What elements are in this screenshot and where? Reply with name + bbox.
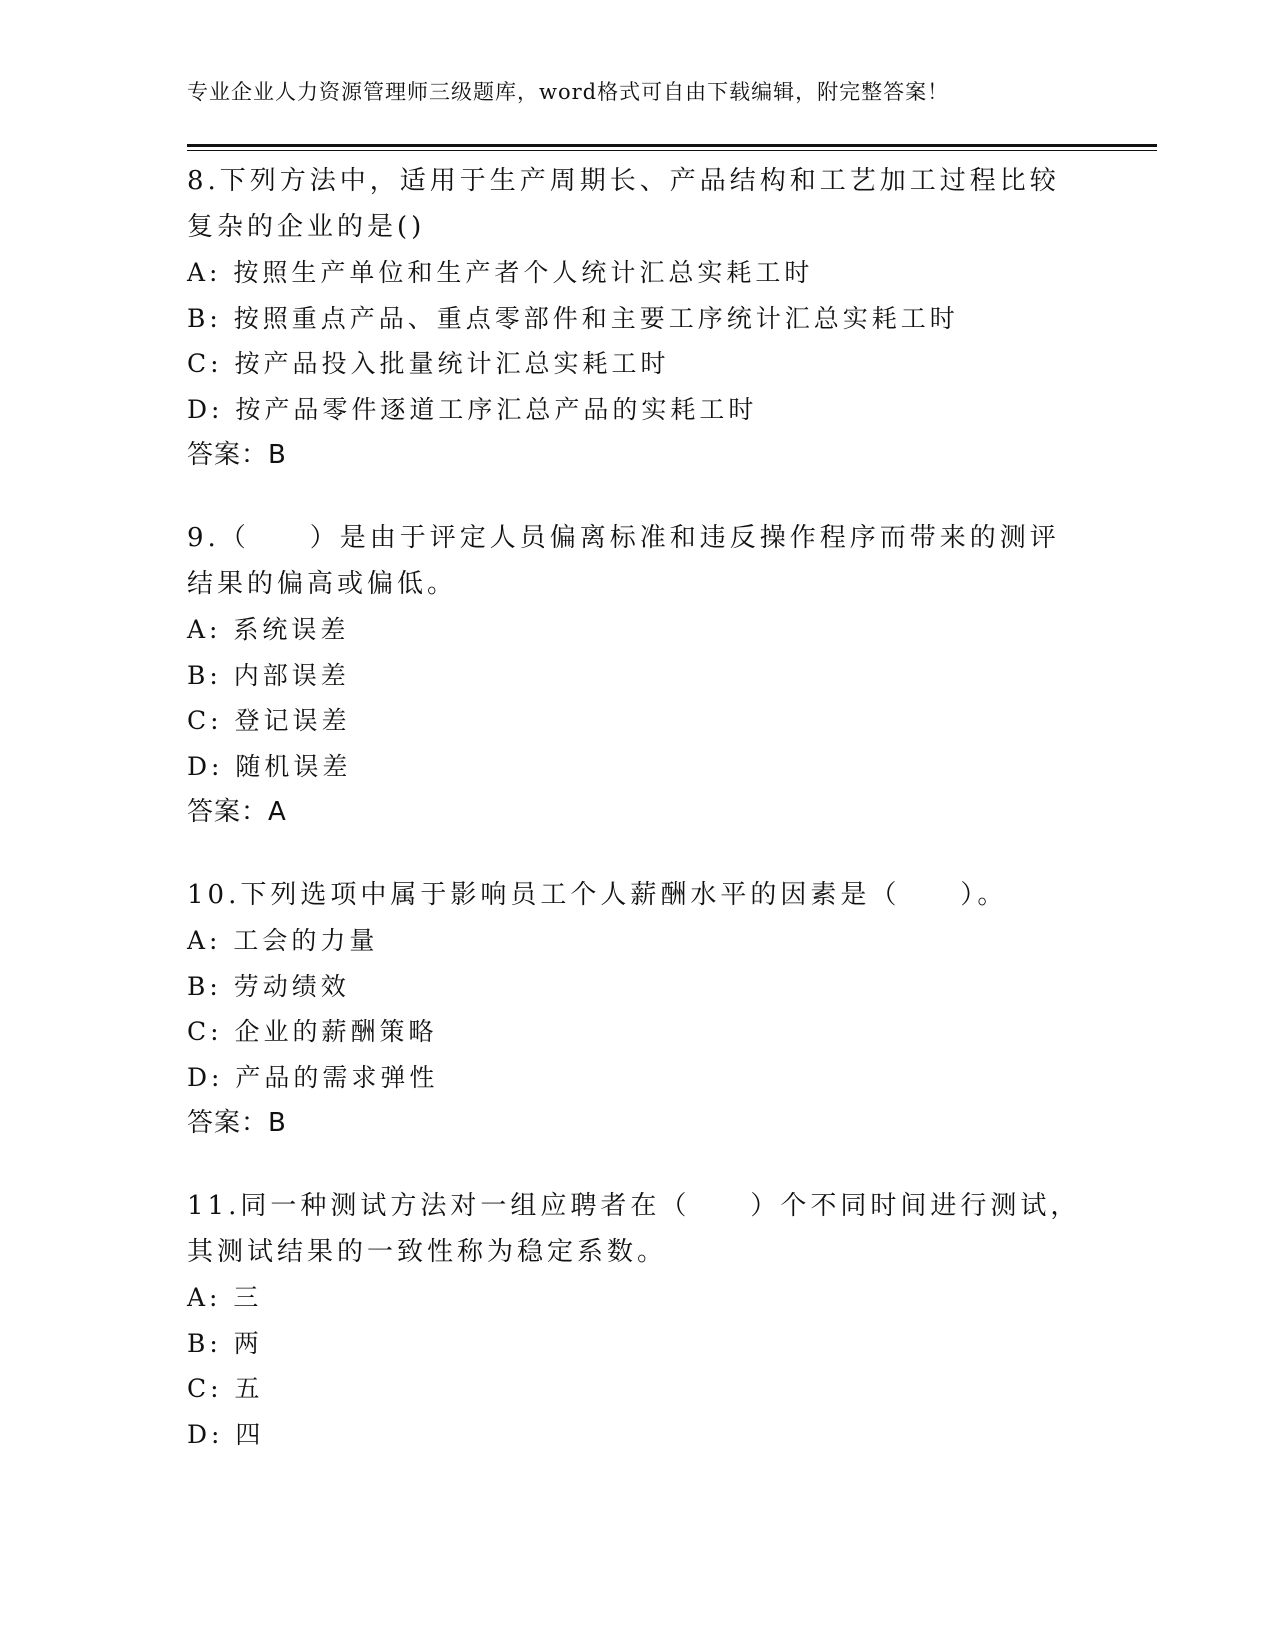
question-stem: 11.同一种测试方法对一组应聘者在（ ）个不同时间进行测试，其测试结果的一致性称为稳定系数。 (187, 1191, 1081, 1267)
option-d: D: 四 (187, 1419, 265, 1449)
option-b: B: 两 (187, 1328, 263, 1358)
option-d: D: 随机误差 (187, 751, 352, 781)
answer-line: 答案：A (187, 797, 287, 827)
option-b: B: 劳动绩效 (187, 971, 350, 1001)
option-a: A: 工会的力量 (187, 926, 379, 955)
header-rule-thin (187, 150, 1157, 151)
option-d: D: 按产品零件逐道工序汇总产品的实耗工时 (187, 394, 758, 424)
question-10 (187, 872, 1087, 1146)
option-c: C: 企业的薪酬策略 (187, 1017, 438, 1046)
option-d: D: 产品的需求弹性 (187, 1062, 439, 1092)
option-c: C: 五 (187, 1374, 264, 1403)
option-a: A: 三 (187, 1283, 263, 1312)
question-11 (187, 1183, 1087, 1457)
option-b: B: 按照重点产品、重点零部件和主要工序统计汇总实耗工时 (187, 303, 959, 333)
option-c: C: 按产品投入批量统计汇总实耗工时 (187, 349, 670, 378)
option-c: C: 登记误差 (187, 706, 351, 735)
option-a: A: 按照生产单位和生产者个人统计汇总实耗工时 (187, 258, 814, 287)
header-rule-thick (187, 144, 1157, 147)
question-9 (187, 515, 1087, 835)
option-b: B: 内部误差 (187, 660, 350, 690)
question-stem: 9.（ ）是由于评定人员偏离标准和违反操作程序而带来的测评结果的偏高或偏低。 (187, 523, 1060, 599)
answer-line: 答案：B (187, 1108, 287, 1138)
option-a: A: 系统误差 (187, 615, 350, 644)
document-header: 专业企业人力资源管理师三级题库，word格式可自由下载编辑，附完整答案！ (187, 80, 950, 104)
question-list (187, 158, 1087, 1494)
question-stem: 8.下列方法中，适用于生产周期长、产品结构和工艺加工过程比较复杂的企业的是() (187, 166, 1060, 242)
question-8 (187, 158, 1087, 478)
answer-line: 答案：B (187, 440, 287, 470)
question-stem: 10.下列选项中属于影响员工个人薪酬水平的因素是（ ）。 (187, 880, 1008, 910)
